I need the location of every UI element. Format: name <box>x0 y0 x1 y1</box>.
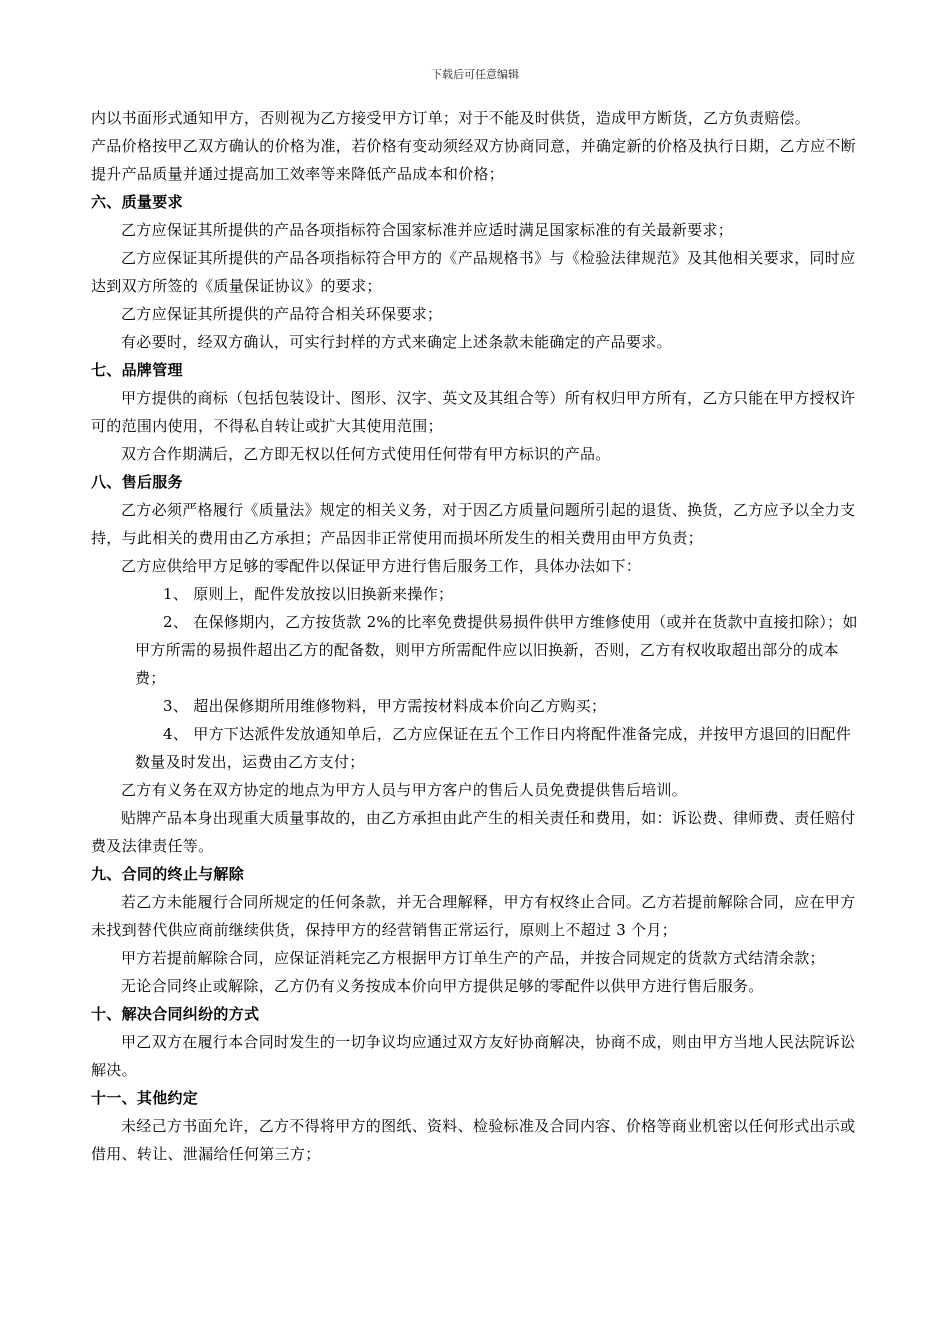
paragraph: 乙方应保证其所提供的产品各项指标符合甲方的《产品规格书》与《检验法律规范》及其他相关要求，同时应达到双方所签的《质量保证协议》的要求； <box>91 249 856 295</box>
list-item: 4、 甲方下达派件发放通知单后，乙方应保证在五个工作日内将配件准备完成，并按甲方退回的旧配件数量及时发出，运费由乙方支付； <box>135 725 852 771</box>
paragraph: 乙方应保证其所提供的产品各项指标符合国家标准并应适时满足国家标准的有关最新要求； <box>121 221 734 239</box>
paragraph: 未经己方书面允许，乙方不得将甲方的图纸、资料、检验标准及合同内容、价格等商业机密以任何形式出示或借用、转让、泄漏给任何第三方； <box>91 1117 856 1163</box>
paragraph: 乙方有义务在双方协定的地点为甲方人员与甲方客户的售后人员免费提供售后培训。 <box>121 781 688 799</box>
section-heading: 十一、其他约定 <box>91 1089 199 1107</box>
document-body <box>91 104 861 1168</box>
paragraph: 若乙方未能履行合同所规定的任何条款，并无合理解释，甲方有权终止合同。乙方若提前解除合同，应在甲方未找到替代供应商前继续供货，保持甲方的经营销售正常运行，原则上不超过 3 个月； <box>91 893 856 939</box>
paragraph: 无论合同终止或解除，乙方仍有义务按成本价向甲方提供足够的零配件以供甲方进行售后服务。 <box>121 977 764 995</box>
paragraph: 甲方提供的商标（包括包装设计、图形、汉字、英文及其组合等）所有权归甲方所有，乙方只能在甲方授权许可的范围内使用，不得私自转让或扩大其使用范围； <box>91 389 856 435</box>
paragraph: 贴牌产品本身出现重大质量事故的，由乙方承担由此产生的相关责任和费用，如：诉讼费、律师费、责任赔付费及法律责任等。 <box>91 809 856 855</box>
section-heading: 六、质量要求 <box>91 193 183 211</box>
section-heading: 八、售后服务 <box>91 473 183 491</box>
page-header: 下载后可任意编辑 <box>431 68 519 81</box>
list-item: 3、 超出保修期所用维修物料，甲方需按材料成本价向乙方购买； <box>163 697 607 715</box>
list-item: 1、 原则上，配件发放按以旧换新来操作； <box>163 585 454 603</box>
paragraph: 甲方若提前解除合同，应保证消耗完乙方根据甲方订单生产的产品，并按合同规定的货款方式结清余款； <box>121 949 825 967</box>
paragraph: 乙方必须严格履行《质量法》规定的相关义务，对于因乙方质量问题所引起的退货、换货，乙方应予以全力支持，与此相关的费用由乙方承担；产品因非正常使用而损坏所发生的相关费用由甲方负责； <box>91 501 856 547</box>
paragraph: 内以书面形式通知甲方，否则视为乙方接受甲方订单；对于不能及时供货，造成甲方断货，乙方负责赔偿。 <box>91 109 811 127</box>
list-item: 2、 在保修期内，乙方按货款 2%的比率免费提供易损件供甲方维修使用（或并在货款中直接扣除）；如甲方所需的易损件超出乙方的配备数，则甲方所需配件应以旧换新，否则，乙方有权收取超出部分的成本费； <box>135 613 858 687</box>
paragraph: 产品价格按甲乙双方确认的价格为准，若价格有变动须经双方协商同意，并确定新的价格及执行日期，乙方应不断提升产品质量并通过提高加工效率等来降低产品成本和价格； <box>91 137 857 183</box>
section-heading: 七、品牌管理 <box>91 361 183 379</box>
paragraph: 乙方应保证其所提供的产品符合相关环保要求； <box>121 305 443 323</box>
section-heading: 十、解决合同纠纷的方式 <box>91 1005 260 1023</box>
section-heading: 九、合同的终止与解除 <box>91 865 245 883</box>
paragraph: 乙方应供给甲方足够的零配件以保证甲方进行售后服务工作，具体办法如下： <box>121 557 642 575</box>
paragraph: 双方合作期满后，乙方即无权以任何方式使用任何带有甲方标识的产品。 <box>121 445 611 463</box>
paragraph: 有必要时，经双方确认，可实行封样的方式来确定上述条款未能确定的产品要求。 <box>121 333 672 351</box>
paragraph: 甲乙双方在履行本合同时发生的一切争议均应通过双方友好协商解决，协商不成，则由甲方当地人民法院诉讼解决。 <box>91 1033 856 1079</box>
